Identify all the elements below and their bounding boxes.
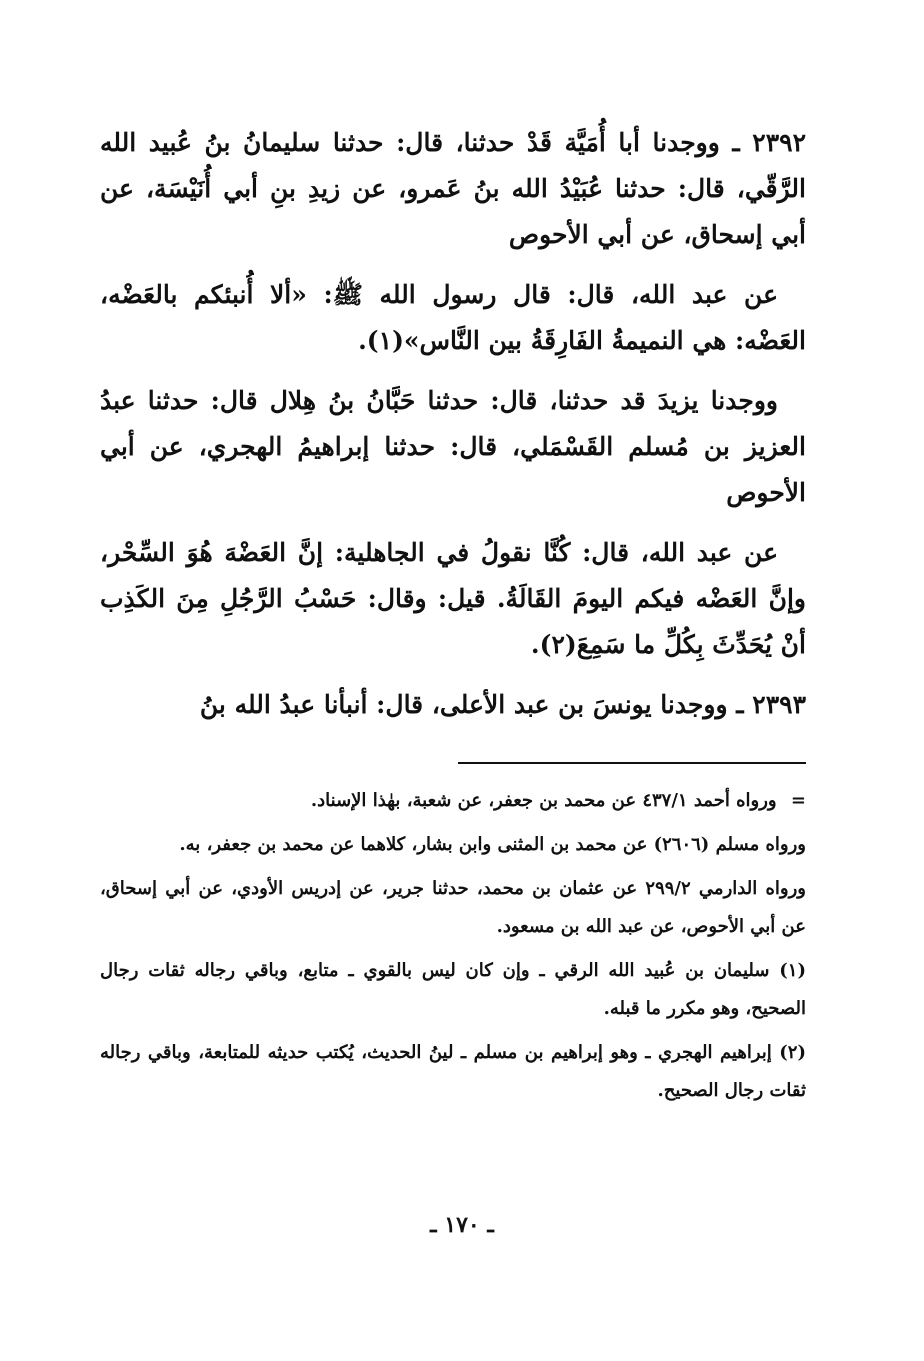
- footnote-text: ورواه أحمد ٤٣٧/١ عن محمد بن جعفر، عن شعبة، بهٰذا الإسناد.: [310, 790, 777, 811]
- hadith-paragraph: [100, 682, 806, 728]
- hadith-matn: [100, 530, 806, 668]
- footnote-item: [100, 952, 806, 1028]
- footnote-text: ورواه الدارمي ٢٩٩/٢ عن عثمان بن محمد، حدثنا جرير، عن إدريس الأودي، عن أبي إسحاق، عن أبي الأحوص، عن عبد الله بن مسعود.: [100, 878, 806, 937]
- hadith-number: ٢٣٩٣: [752, 690, 806, 719]
- main-text: [100, 120, 806, 728]
- footnote-text: (٢) إبراهيم الهجري ـ وهو إبراهيم بن مسلم ـ لينُ الحديث، يُكتب حديثه للمتابعة، وباقي رجاله ثقات رجال الصحيح.: [100, 1042, 806, 1101]
- footnote-item: [100, 1034, 806, 1110]
- paragraph-text: عن عبد الله، قال: كُنَّا نقولُ في الجاهلية: إنَّ العَضْهَ هُوَ السِّحْر، وإنَّ العَضْه فيكم اليومَ القَالَةُ. قيل: وقال: حَسْبُ الرَّجُلِ مِنَ الكَذِب أنْ يُحَدِّثَ بِكُلِّ ما سَمِعَ(٢).: [100, 538, 806, 659]
- footnote-text: ورواه مسلم (٢٦٠٦) عن محمد بن المثنى وابن بشار، كلاهما عن محمد بن جعفر، به.: [179, 834, 806, 855]
- paragraph-text: ـ ووجدنا أبا أُمَيَّة قَدْ حدثنا، قال: حدثنا سليمانُ بنُ عُبيد الله الرَّقّي، قال: حدثنا عُبَيْدُ الله بنُ عَمرو، عن زيدِ بنِ أبي أُنَيْسَة، عن أبي إسحاق، عن أبي الأحوص: [100, 128, 806, 249]
- paragraph-text: ـ ووجدنا يونسَ بن عبد الأعلى، قال: أنبأنا عبدُ الله بنُ: [199, 690, 744, 719]
- paragraph-text: عن عبد الله، قال: قال رسول الله ﷺ: «ألا أُنبئكم بالعَضْه، العَضْه: هي النميمةُ الفَارِقَةُ بين النَّاس»(١).: [100, 280, 806, 355]
- continuation-marker: =: [790, 790, 806, 811]
- hadith-number: ٢٣٩٢: [752, 128, 806, 157]
- paragraph-text: ووجدنا يزيدَ قد حدثنا، قال: حدثنا حَبَّانُ بنُ هِلال قال: حدثنا عبدُ العزيز بن مُسلم القَسْمَلي، قال: حدثنا إبراهيمُ الهجري، عن أبي الأحوص: [100, 386, 806, 507]
- footnote-item: [100, 870, 806, 946]
- footnote-separator: [458, 762, 806, 764]
- footnote-text: (١) سليمان بن عُبيد الله الرقي ـ وإن كان ليس بالقوي ـ متابع، وباقي رجاله ثقات رجال الصحيح، وهو مكرر ما قبله.: [100, 960, 806, 1019]
- footnotes: [100, 782, 806, 1110]
- footnote-item: [100, 826, 806, 864]
- page-number: ـ ١٧٠ ـ: [430, 1212, 494, 1238]
- book-page: [100, 120, 806, 1116]
- hadith-paragraph: [100, 120, 806, 258]
- footnote-item: [100, 782, 806, 820]
- hadith-isnad: [100, 378, 806, 516]
- hadith-matn: [100, 272, 806, 364]
